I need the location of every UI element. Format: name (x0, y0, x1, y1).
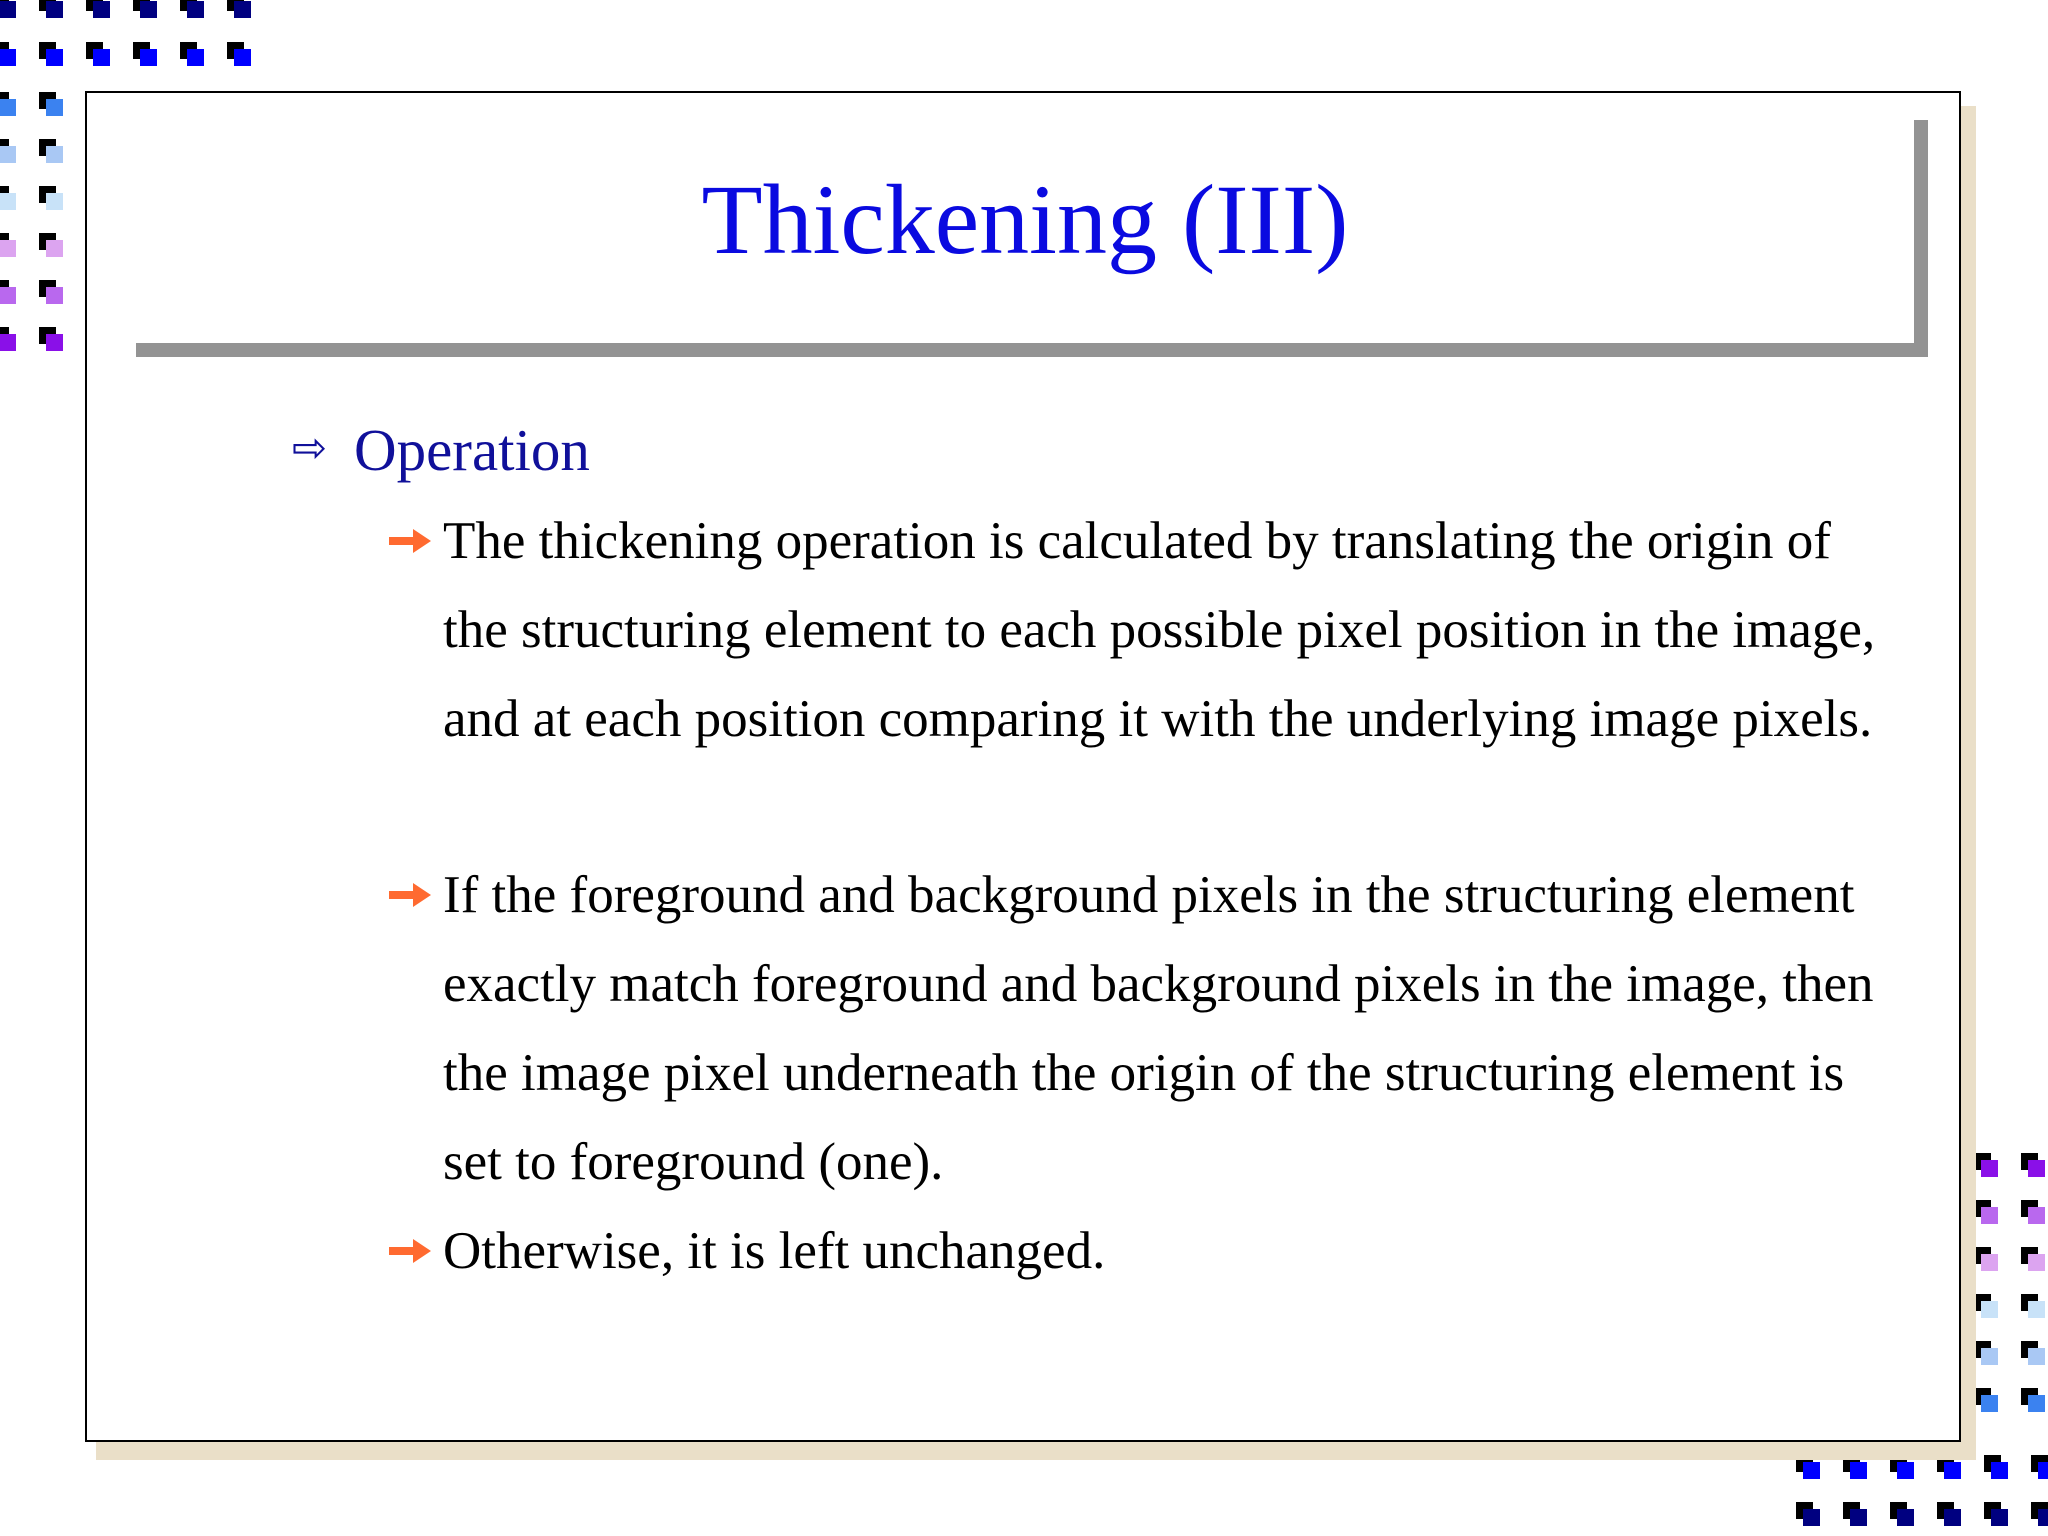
decor-square (1937, 1502, 1963, 1528)
decor-square (39, 233, 65, 259)
decor-square (1984, 1502, 2010, 1528)
decor-square (0, 0, 18, 20)
decor-square (2031, 1502, 2048, 1528)
section-label: Operation (354, 417, 590, 483)
decor-square (1974, 1200, 2000, 1226)
section-heading (292, 418, 590, 483)
bullet-text: Otherwise, it is left unchanged. (443, 1222, 1106, 1280)
decor-square (2031, 1455, 2048, 1481)
bullet-text: The thickening operation is calculated by translating the origin of the structuring element to each possible pixel position in the image, and at each position comparing it with the underlying image pixels. (443, 512, 1876, 748)
orange-arrow-icon (389, 1237, 431, 1265)
decor-square (2021, 1247, 2047, 1273)
decor-square (1890, 1502, 1916, 1528)
decor-square (0, 186, 18, 212)
decor-square (227, 0, 253, 20)
decor-square (39, 92, 65, 118)
decor-square (227, 42, 253, 68)
decor-square (1984, 1455, 2010, 1481)
decor-square (1974, 1153, 2000, 1179)
decor-square (2021, 1153, 2047, 1179)
title-shadow-bottom (136, 343, 1928, 357)
decor-square (39, 327, 65, 353)
decor-square (2021, 1200, 2047, 1226)
decor-square (0, 92, 18, 118)
decor-square (0, 327, 18, 353)
decor-square (0, 233, 18, 259)
decor-square (1974, 1341, 2000, 1367)
decor-square (1974, 1294, 2000, 1320)
decor-square (39, 280, 65, 306)
decor-square (133, 0, 159, 20)
decor-square (86, 42, 112, 68)
decor-square (133, 42, 159, 68)
decor-square (180, 42, 206, 68)
decor-square (39, 139, 65, 165)
decor-square (1974, 1388, 2000, 1414)
decor-square (86, 0, 112, 20)
hollow-right-arrow-icon: ⇨ (292, 423, 328, 472)
bullet-item (443, 497, 1893, 764)
slide-title: Thickening (III) (701, 164, 1349, 275)
bullet-item (443, 851, 1893, 1207)
decor-square (1843, 1502, 1869, 1528)
title-shadow-right (1914, 120, 1928, 357)
bullet-text: If the foreground and background pixels in the structuring element exactly match foreground and background pixels in the image, then the image pixel underneath the origin of the structuring element is set to foreground (one). (443, 866, 1874, 1191)
decor-square (2021, 1341, 2047, 1367)
decor-square (1974, 1247, 2000, 1273)
bullet-item (443, 1207, 1893, 1296)
decor-square (0, 42, 18, 68)
decor-square (0, 280, 18, 306)
decor-square (1796, 1502, 1822, 1528)
orange-arrow-icon (389, 527, 431, 555)
decor-square (2021, 1294, 2047, 1320)
decor-square (2021, 1388, 2047, 1414)
decor-square (39, 186, 65, 212)
orange-arrow-icon (389, 881, 431, 909)
decor-square (39, 0, 65, 20)
decor-square (180, 0, 206, 20)
decor-square (0, 139, 18, 165)
decor-square (39, 42, 65, 68)
